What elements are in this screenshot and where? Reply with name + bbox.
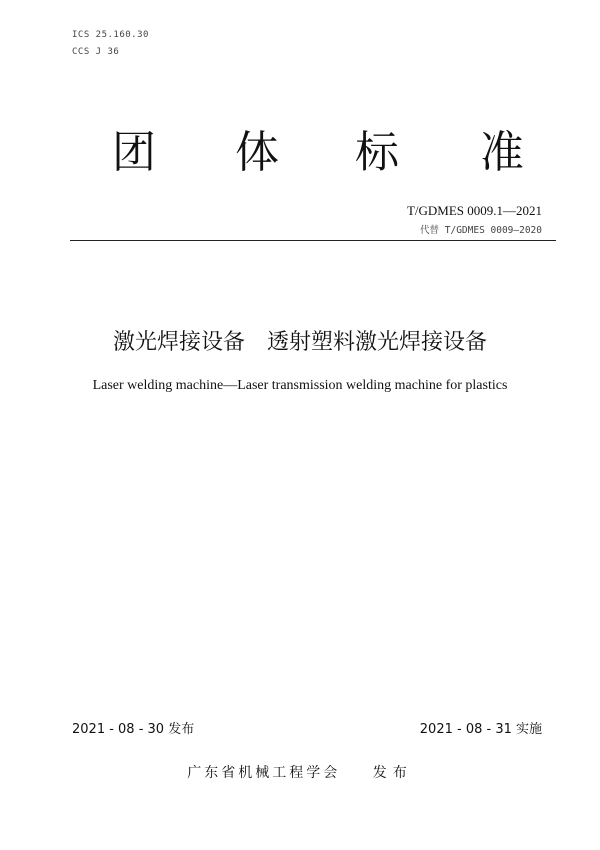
issuing-organization: 广东省机械工程学会 — [187, 765, 341, 781]
title-char-3: 标 — [355, 127, 399, 178]
replaces-note: 代替 T/GDMES 0009—2020 — [420, 225, 542, 236]
standard-type-title — [90, 125, 550, 185]
title-char-4: 准 — [480, 127, 524, 178]
header-divider — [70, 240, 556, 241]
title-char-1: 团 — [112, 127, 156, 178]
english-document-title: Laser welding machine—Laser transmission welding machine for plastics — [92, 378, 508, 393]
ccs-code: CCS J 36 — [72, 47, 120, 57]
chinese-document-title: 激光焊接设备 透射塑料激光焊接设备 — [112, 330, 487, 355]
ics-code: ICS 25.160.30 — [72, 30, 149, 40]
issuer-line — [0, 762, 600, 782]
publication-date: 2021 - 08 - 30 发布 — [72, 722, 195, 737]
standard-number: T/GDMES 0009.1—2021 — [406, 203, 542, 218]
title-char-2: 体 — [235, 127, 279, 178]
implementation-date: 2021 - 08 - 31 实施 — [419, 722, 542, 737]
issue-label: 发布 — [372, 765, 413, 781]
